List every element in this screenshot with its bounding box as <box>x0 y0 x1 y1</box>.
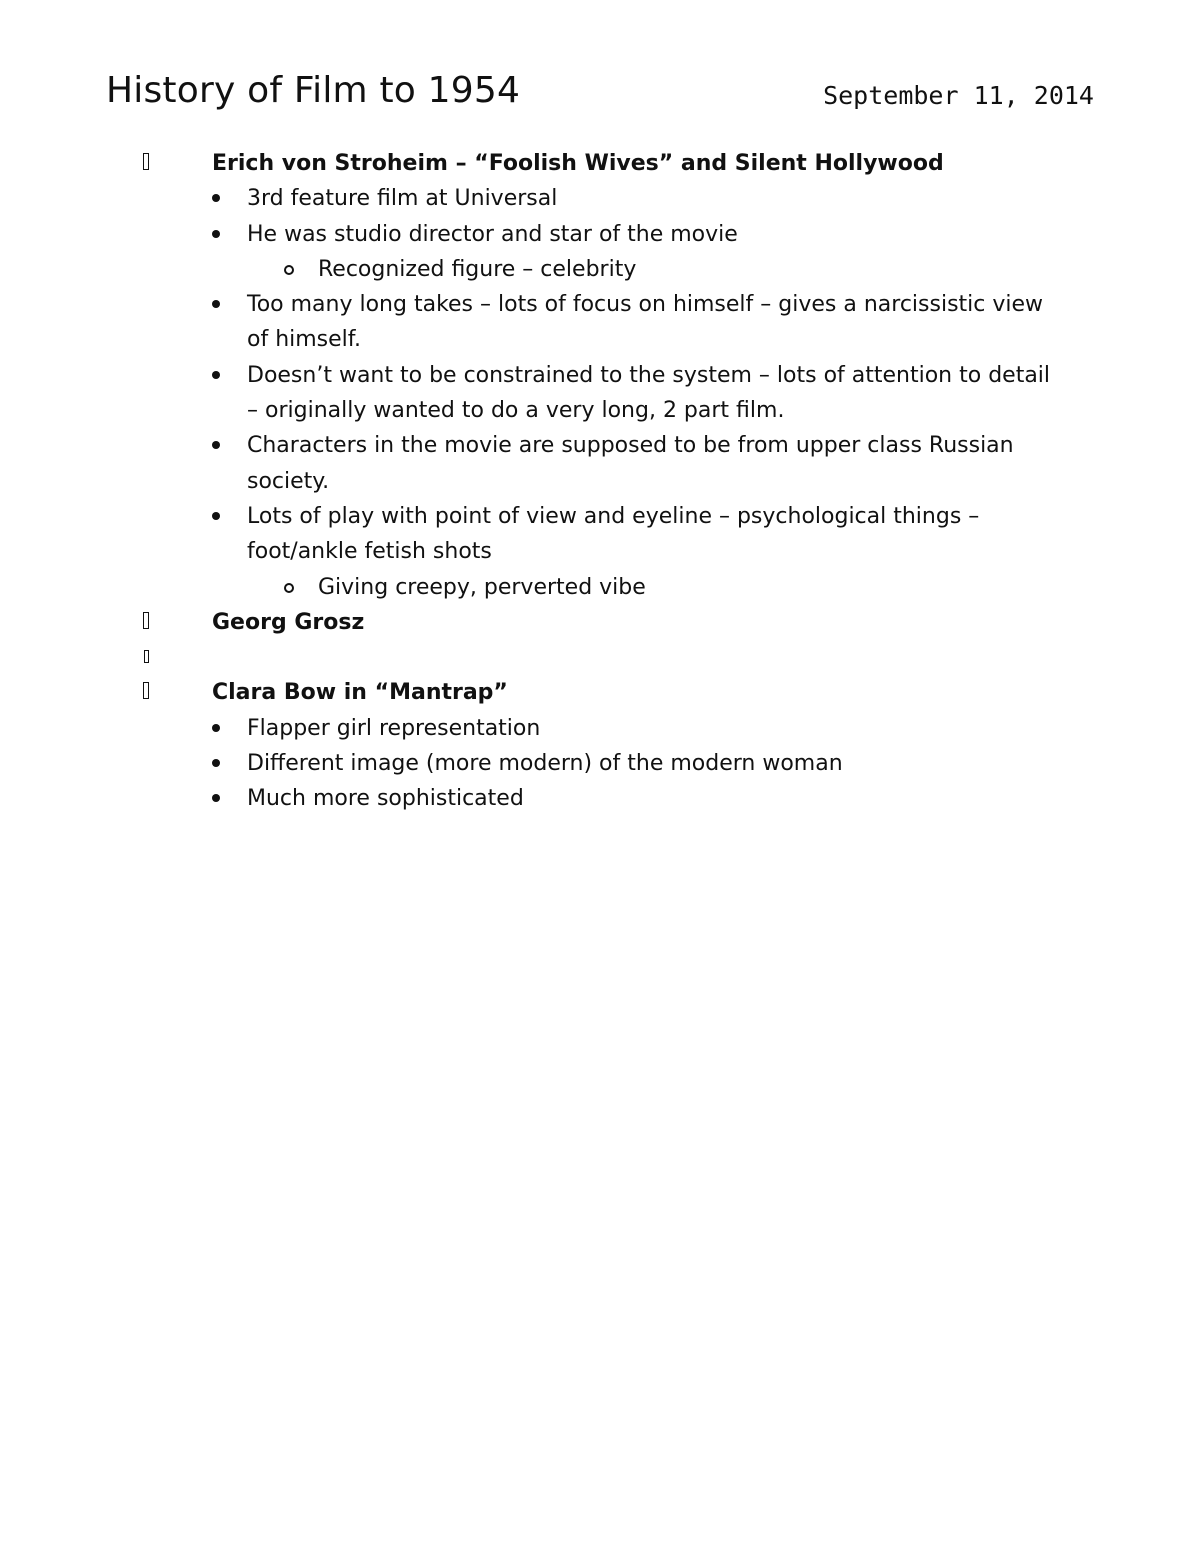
sub-list-item-text: Giving creepy, perverted vibe <box>318 574 646 600</box>
list-item-text: He was studio director and star of the movie <box>247 221 738 247</box>
bullet-icon <box>212 371 220 379</box>
bullet-icon <box>212 794 220 802</box>
list-item <box>0 428 1200 499</box>
bullet-icon <box>212 300 220 308</box>
sub-list-item-text: Recognized figure – celebrity <box>318 256 637 282</box>
list-item-text: Too many long takes – lots of focus on himself – gives a narcissistic view of himself. <box>247 292 1044 353</box>
section-heading <box>0 605 1200 640</box>
list-item <box>0 711 1200 746</box>
checkbox-icon <box>143 612 149 629</box>
bullet-icon <box>212 441 220 449</box>
sub-list-item <box>0 252 1200 287</box>
list-item <box>0 746 1200 781</box>
empty-section-heading <box>0 640 1200 675</box>
list-item <box>0 181 1200 216</box>
section-heading-text: Erich von Stroheim – “Foolish Wives” and Silent Hollywood <box>212 151 944 176</box>
list-item-text: Characters in the movie are supposed to be from upper class Russian society. <box>247 433 1014 494</box>
bullet-icon <box>212 194 220 202</box>
checkbox-icon <box>143 682 149 699</box>
checkbox-icon <box>143 153 149 170</box>
list-item-text: Different image (more modern) of the modern woman <box>247 751 843 777</box>
bullet-icon <box>212 724 220 732</box>
bullet-icon <box>212 230 220 238</box>
page-date: September 11, 2014 <box>823 81 1094 110</box>
hollow-bullet-icon <box>284 583 294 593</box>
section-heading-text: Georg Grosz <box>212 609 365 635</box>
section-heading-text: Clara Bow in “Mantrap” <box>212 680 508 706</box>
section-heading <box>0 675 1200 710</box>
list-item-text: Lots of play with point of view and eyeline – psychological things – foot/ankle fetish shots <box>247 503 980 565</box>
list-item <box>0 499 1200 570</box>
list-item <box>0 287 1200 358</box>
checkbox-icon <box>144 650 149 663</box>
list-item <box>0 217 1200 252</box>
section-heading <box>0 146 1200 181</box>
notes-body <box>0 146 1200 817</box>
bullet-icon <box>212 512 220 520</box>
list-item <box>0 781 1200 816</box>
list-item-text: Flapper girl representation <box>247 715 541 741</box>
list-item-text: Doesn’t want to be constrained to the system – lots of attention to detail – originally wanted to do a very long, 2 part film. <box>247 362 1051 424</box>
list-item-text: Much more sophisticated <box>247 786 524 812</box>
list-item-text: 3rd feature film at Universal <box>247 186 558 212</box>
bullet-icon <box>212 759 220 767</box>
list-item <box>0 358 1200 429</box>
hollow-bullet-icon <box>284 265 294 275</box>
sub-list-item <box>0 570 1200 605</box>
page-title: History of Film to 1954 <box>106 70 521 111</box>
